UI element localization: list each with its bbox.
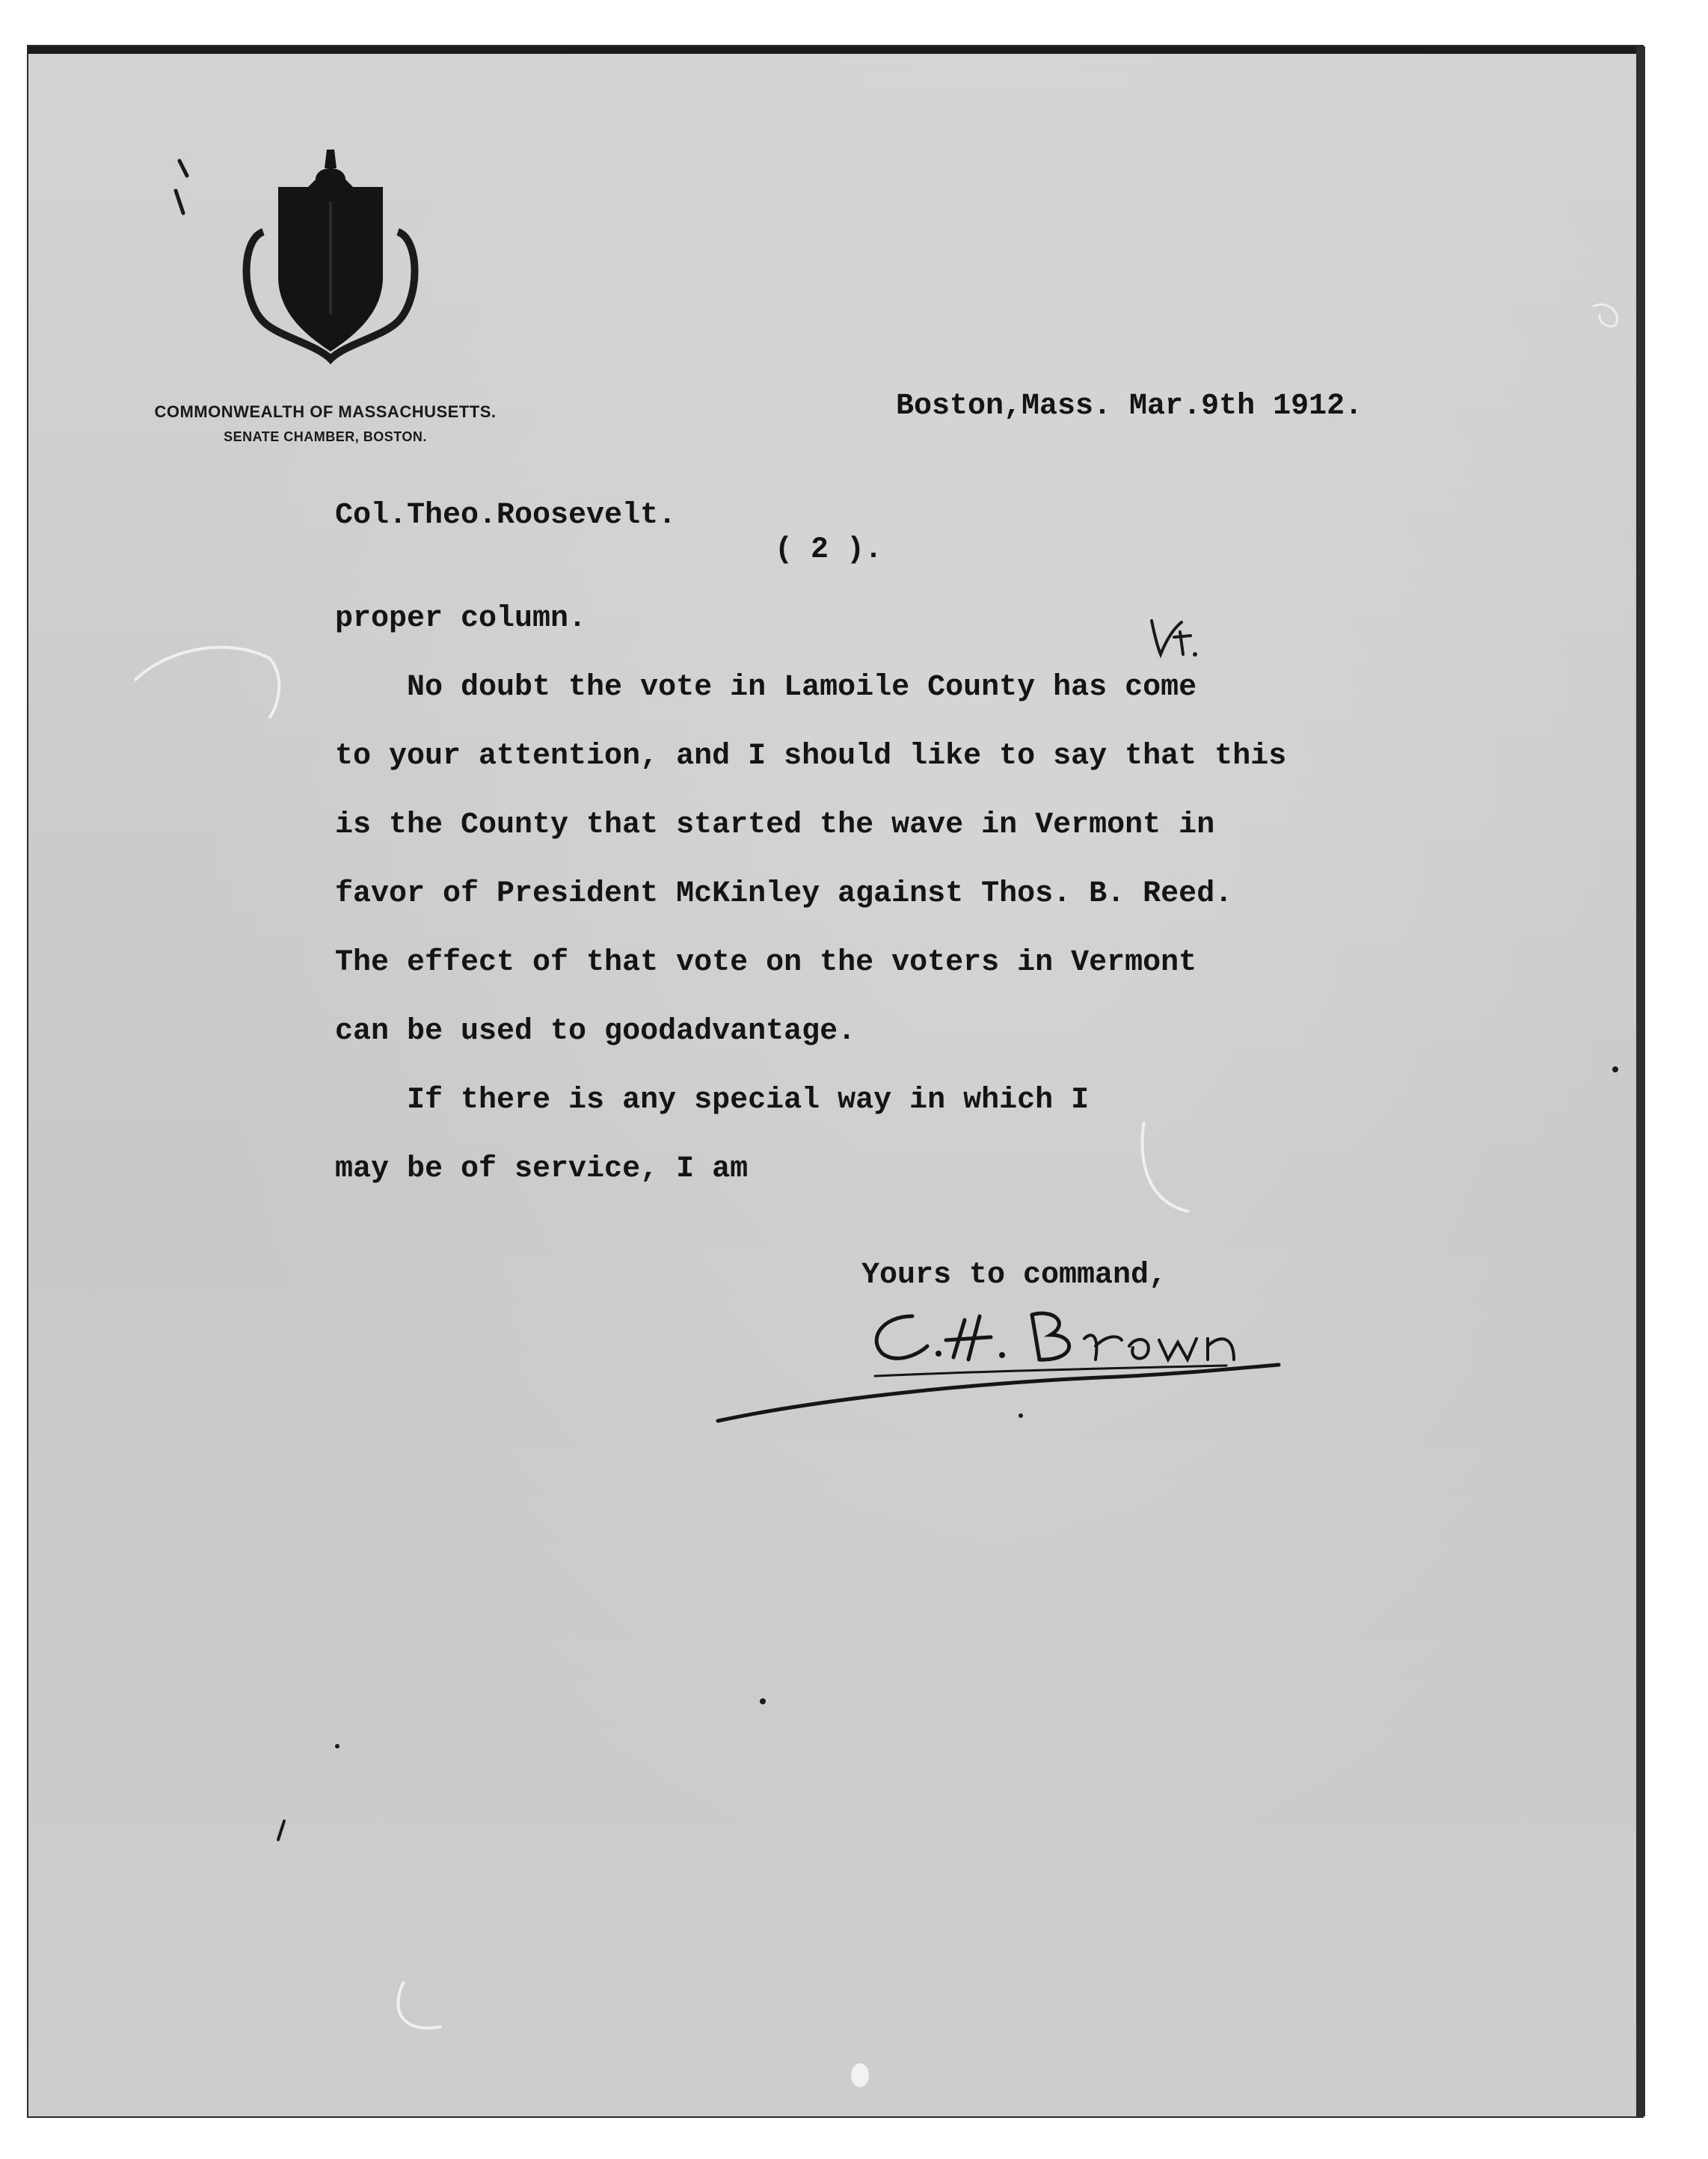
- sheet-top-edge: [28, 46, 1642, 54]
- body-line-4: is the County that started the wave in Vermont in: [335, 808, 1215, 842]
- letterhead-line-1: COMMONWEALTH OF MASSACHUSETTS.: [154, 402, 497, 421]
- letterhead: [112, 402, 538, 445]
- addressee: Col.Theo.Roosevelt.: [335, 499, 677, 532]
- closing: Yours to command,: [861, 1259, 1167, 1292]
- signature: [710, 1294, 1368, 1428]
- body-line-8: If there is any special way in which I: [335, 1084, 1090, 1117]
- massachusetts-seal-icon: [233, 135, 428, 381]
- body-line-2: No doubt the vote in Lamoile County has come: [335, 671, 1197, 704]
- body-line-7: can be used to goodadvantage.: [335, 1015, 856, 1048]
- body-line-3: to your attention, and I should like to say that this: [335, 740, 1287, 773]
- body-line-5: favor of President McKinley against Thos. B. Reed.: [335, 877, 1233, 911]
- handwritten-insert: [1144, 613, 1204, 666]
- letterhead-line-2: SENATE CHAMBER, BOSTON.: [224, 429, 427, 444]
- page-number: ( 2 ).: [775, 533, 883, 567]
- body-line-9: may be of service, I am: [335, 1152, 749, 1186]
- dateline: Boston,Mass. Mar.9th 1912.: [896, 390, 1363, 423]
- sheet-right-edge: [1636, 46, 1645, 2116]
- body-line-1: proper column.: [335, 602, 587, 636]
- body-line-6: The effect of that vote on the voters in Vermont: [335, 946, 1197, 980]
